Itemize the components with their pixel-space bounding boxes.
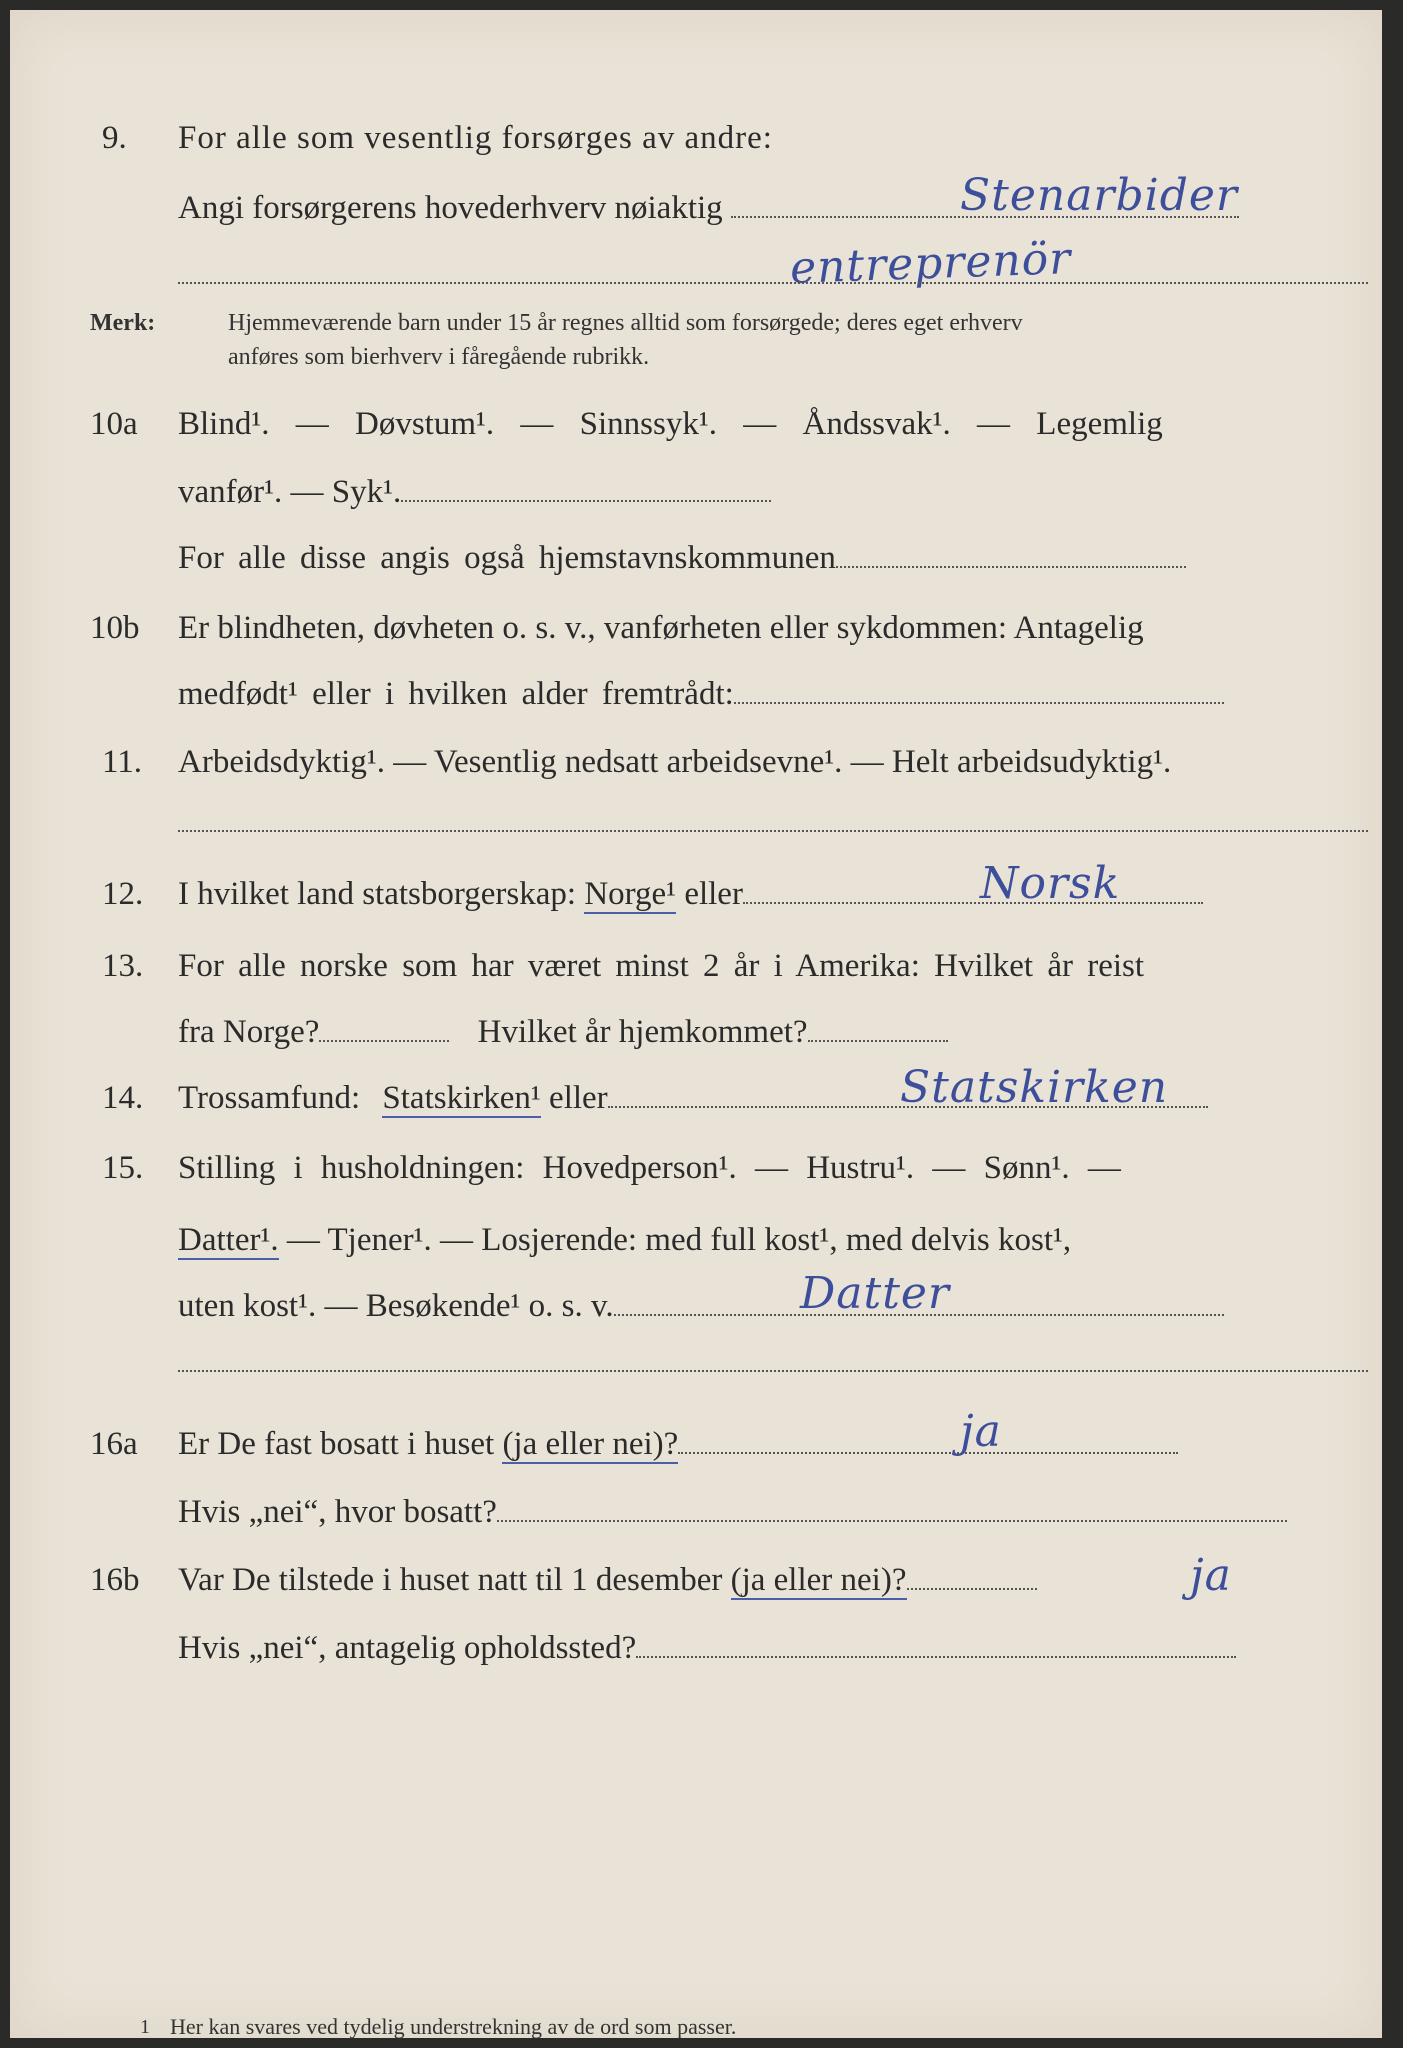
q14-statskirken: Statskirken¹: [382, 1080, 541, 1116]
q9-extra-line: [178, 282, 1368, 284]
q16a-answer: ja: [960, 1406, 1002, 1457]
q11-number: 11.: [102, 744, 143, 780]
q14-answer: Statskirken: [900, 1062, 1169, 1113]
q14-number: 14.: [102, 1080, 144, 1116]
q16a-number: 16a: [90, 1426, 138, 1462]
q15-line1: Stilling i husholdningen: Hovedperson¹. — Hustru¹. — Sønn¹. —: [178, 1150, 1121, 1186]
q10b-number: 10b: [90, 610, 140, 646]
q16a-line2: Hvis „nei“, hvor bosatt?: [178, 1494, 497, 1530]
q13-line2a: fra Norge?: [178, 1014, 320, 1050]
q10b-line2: medfødt¹ eller i hvilken alder fremtrådt:: [178, 676, 734, 712]
q16a-line1: Er De fast bosatt i huset: [178, 1426, 495, 1462]
merk-line2: anføres som bierhverv i fåregående rubrikk.: [228, 344, 650, 370]
q10b-line1: Er blindheten, døvheten o. s. v., vanførheten eller sykdommen: Antagelig: [178, 610, 1144, 646]
q10a-number: 10a: [90, 406, 138, 442]
q10a-line3: For alle disse angis også hjemstavnskommunen: [178, 540, 836, 576]
footnote-mark: 1: [140, 2016, 150, 2038]
q13-number: 13.: [102, 948, 144, 984]
q14-text: Trossamfund:: [178, 1080, 361, 1116]
form-page: 9. For alle som vesentlig forsørges av andre: Angi forsørgerens hovederhverv nøiaktig Stenarbider entreprenör Merk: Hjemmeværende barn under 15 år regnes alltid som forsørgede; deres eget erhverv anføres som bierhverv i fåregående rubrikk. 10a Blind¹. — Døvstum¹. — Sinnssyk¹. — Åndssvak¹. — Legemlig vanfør¹. — Syk¹. For alle disse angis også hjemstavnskommunen 10b Er blindheten, døvheten o. s. v., vanførheten eller sykdommen: Antagelig medfødt¹ eller i hvilken alder fremtrådt: 11. Arbeidsdyktig¹. — Vesentlig nedsatt arbeidsevne¹. — Helt arbeidsudyktig¹. 12. I hvilket land statsborgerskap: Norge¹ eller Norsk 13. For alle norske som har været minst 2 år i Amerika: Hvilket år reist fra Norge? Hvilket år hjemkommet? 14. Trossamfund: Statskirken¹ eller Statskirken 15. Stilling i husholdningen: Hovedperson¹. — Hustru¹. — Sønn¹. — Datter¹. — Tjener¹. — Losjerende: med full kost¹, med delvis kost¹, uten kost¹. — Besøkende¹ o. s. v. Datter 16a Er De fast bosatt i huset (ja eller nei)? ja Hvis „nei“, hvor bosatt? 16b Var De tilstede i huset natt til 1 desember (ja eller nei)? ja Hvis „nei“, antagelig opholdssted? 1 Her kan svares ved tydelig understrekning av de ord som passer.: [10, 10, 1382, 2038]
q10a-line2: vanfør¹. — Syk¹.: [178, 474, 402, 510]
q9-number: 9.: [102, 120, 127, 156]
q9-line2: Angi forsørgerens hovederhverv nøiaktig: [178, 190, 723, 226]
q12-answer: Norsk: [980, 858, 1121, 909]
q12-norge: Norge¹: [584, 876, 677, 912]
q15-line3: uten kost¹. — Besøkende¹ o. s. v.: [178, 1288, 614, 1324]
q9-answer1: Stenarbider: [960, 170, 1238, 221]
q12-text: I hvilket land statsborgerskap:: [178, 876, 577, 912]
q15-answer: Datter: [800, 1268, 950, 1319]
q16b-line1: Var De tilstede i huset natt til 1 desember: [178, 1562, 723, 1598]
q15-number: 15.: [102, 1150, 144, 1186]
q16b-line2: Hvis „nei“, antagelig opholdssted?: [178, 1630, 637, 1666]
merk-line1: Hjemmeværende barn under 15 år regnes alltid som forsørgede; deres eget erhverv: [228, 310, 1023, 336]
q12-number: 12.: [102, 876, 144, 912]
merk-label: Merk:: [90, 310, 156, 336]
footnote-text: Her kan svares ved tydelig understrekning av de ord som passer.: [170, 2014, 737, 2039]
q15-datter: Datter¹.: [178, 1222, 279, 1258]
q10a-line1: Blind¹. — Døvstum¹. — Sinnssyk¹. — Åndssvak¹. — Legemlig: [178, 406, 1163, 442]
q11-line1: Arbeidsdyktig¹. — Vesentlig nedsatt arbeidsevne¹. — Helt arbeidsudyktig¹.: [178, 744, 1172, 780]
q13-line2b: Hvilket år hjemkommet?: [477, 1014, 808, 1050]
q13-line1: For alle norske som har været minst 2 år i Amerika: Hvilket år reist: [178, 948, 1145, 984]
q9-answer2: entreprenör: [789, 233, 1073, 294]
q16b-answer: ja: [1190, 1550, 1232, 1601]
q16b-number: 16b: [90, 1562, 140, 1598]
q15-line2b: — Tjener¹. — Losjerende: med full kost¹, med delvis kost¹,: [286, 1222, 1072, 1258]
q9-line1: For alle som vesentlig forsørges av andre:: [178, 120, 773, 156]
